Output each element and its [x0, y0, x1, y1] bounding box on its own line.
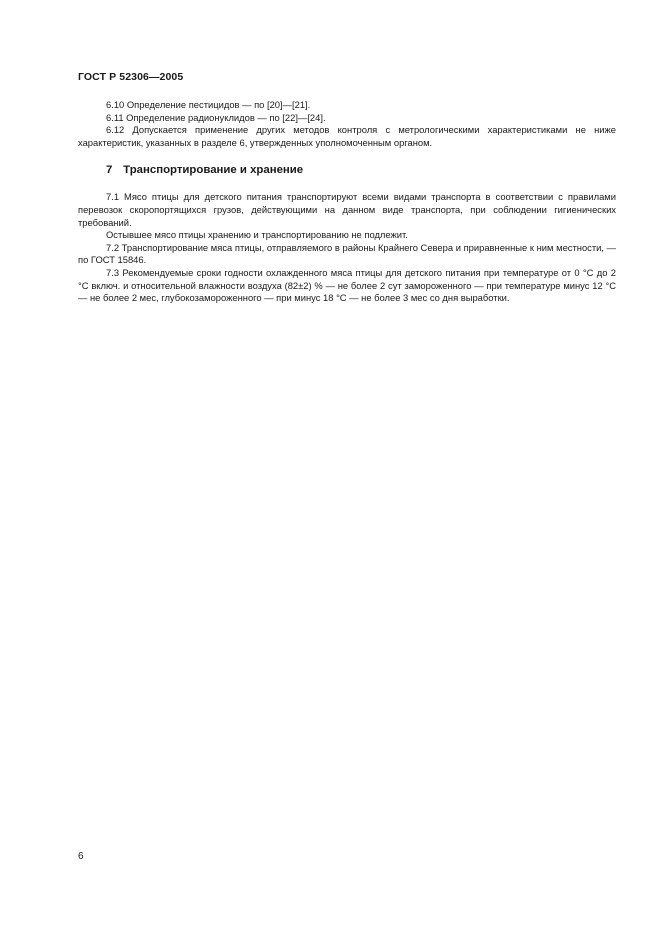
- document-body: [78, 99, 616, 305]
- section-7-number: 7: [106, 164, 113, 177]
- paragraph-6-12: 6.12 Допускается применение других методов контроля с метрологическими характеристиками не ниже характеристик, указанных в разделе 6, утвержденных уполномоченным органом.: [78, 124, 616, 148]
- paragraph-7-1-note: Остывшее мясо птицы хранению и транспортированию не подлежит.: [106, 229, 408, 241]
- section-7-title: Транспортирование и хранение: [123, 164, 304, 177]
- paragraph-6-10: 6.10 Определение пестицидов — по [20]—[21].: [106, 99, 311, 110]
- page-number: 6: [78, 851, 84, 862]
- paragraph-7-2: 7.2 Транспортирование мяса птицы, отправляемого в районы Крайнего Севера и приравненные к ним местности, — по ГОСТ 15846.: [78, 241, 616, 266]
- paragraph-7-3: 7.3 Рекомендуемые сроки годности охлажденного мяса птицы для детского питания при температуре от 0 °С до 2 °С включ. и относительной влажности воздуха (82±2) % — не более 2 сут замороженного — при температуре минус 12 °С — не более 2 мес, глубокозамороженного — при минус 18 °С — не более 3 мес со дня выработки.: [78, 266, 616, 304]
- section-7-heading: [78, 163, 616, 177]
- paragraph-6-11: 6.11 Определение радионуклидов — по [22]—[24].: [106, 111, 326, 123]
- paragraph-7-1: 7.1 Мясо птицы для детского питания транспортируют всеми видами транспорта в соответствии с правилами перевозок скоропортящихся грузов, действующими на данном виде транспорта, при соблюдении гигиенических требований.: [78, 191, 616, 228]
- document-header: ГОСТ Р 52306—2005: [78, 71, 184, 83]
